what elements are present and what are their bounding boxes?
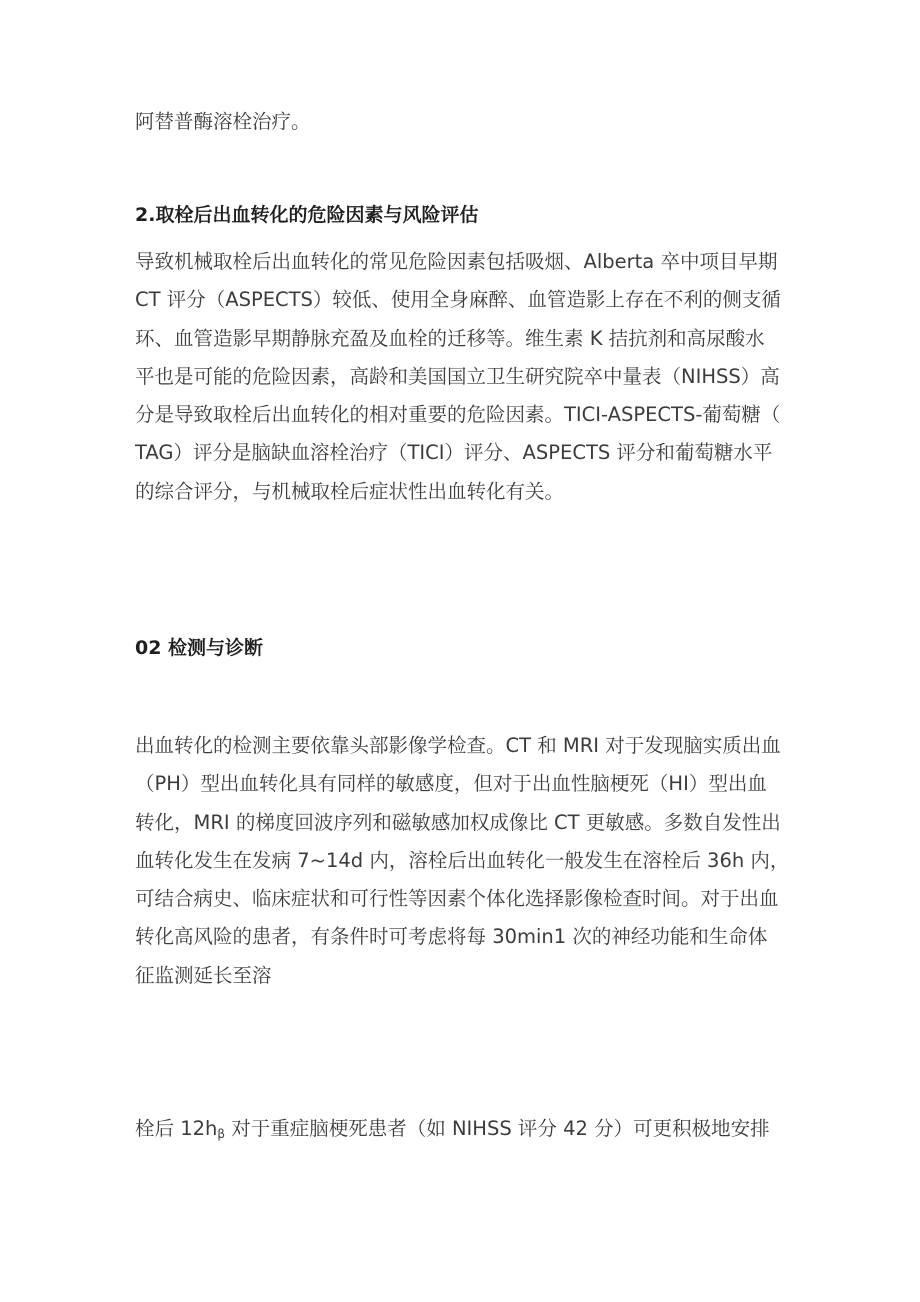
text-line: （PH）型出血转化具有同样的敏感度，但对于出血性脑梗死（HI）型出血 bbox=[135, 772, 767, 796]
text-suffix: 对于重症脑梗死患者（如 NIHSS 评分 42 分）可更积极地安排 bbox=[225, 1117, 770, 1140]
paragraph-text bbox=[135, 243, 795, 511]
section-heading: 02 检测与诊断 bbox=[135, 637, 264, 659]
section-heading-detection bbox=[135, 629, 795, 667]
paragraph-text bbox=[135, 727, 795, 995]
paragraph-text bbox=[135, 103, 795, 141]
text-line bbox=[135, 1110, 795, 1148]
paragraph-risk-factors bbox=[135, 243, 795, 511]
text-line: CT 评分（ASPECTS）较低、使用全身麻醉、血管造影上存在不利的侧支循 bbox=[135, 288, 781, 312]
text-prefix: 栓后 12h bbox=[135, 1117, 218, 1140]
paragraph-detection-diagnosis bbox=[135, 727, 795, 995]
text-line: TAG）评分是脑缺血溶栓治疗（TICI）评分、ASPECTS 评分和葡萄糖水平 bbox=[135, 441, 773, 465]
text-line: 转化高风险的患者，有条件时可考虑将每 30min1 次的神经功能和生命体 bbox=[135, 925, 768, 949]
text-line: 出血转化的检测主要依靠头部影像学检查。CT 和 MRI 对于发现脑实质出血 bbox=[135, 734, 781, 757]
text-line: 平也是可能的危险因素，高龄和美国国立卫生研究院卒中量表（NIHSS）高 bbox=[135, 364, 780, 388]
paragraph-thrombolysis-end bbox=[135, 103, 795, 141]
text-line: 环、血管造影早期静脉充盈及血栓的迁移等。维生素 K 拮抗剂和高尿酸水 bbox=[135, 326, 765, 350]
text-line: 的综合评分，与机械取栓后症状性出血转化有关。 bbox=[135, 479, 565, 503]
text-line: 分是导致取栓后出血转化的相对重要的危险因素。TICI-ASPECTS-葡萄糖（ bbox=[135, 403, 781, 427]
section-heading-risk-factors bbox=[135, 196, 795, 234]
text-line: 阿替普酶溶栓治疗。 bbox=[135, 110, 311, 133]
paragraph-monitoring bbox=[135, 1110, 795, 1148]
text-line: 可结合病史、临床症状和可行性等因素个体化选择影像检查时间。对于出血 bbox=[135, 887, 779, 911]
paragraph-text bbox=[135, 1110, 795, 1148]
section-heading: 2.取栓后出血转化的危险因素与风险评估 bbox=[135, 204, 479, 226]
subscript-text: β bbox=[217, 1127, 226, 1141]
text-line: 血转化发生在发病 7~14d 内，溶栓后出血转化一般发生在溶栓后 36h 内， bbox=[135, 848, 790, 872]
text-line: 征监测延长至溶 bbox=[135, 963, 272, 987]
text-line: 转化，MRI 的梯度回波序列和磁敏感加权成像比 CT 更敏感。多数自发性出 bbox=[135, 810, 781, 834]
text-line: 导致机械取栓后出血转化的常见危险因素包括吸烟、Alberta 卒中项目早期 bbox=[135, 250, 778, 273]
